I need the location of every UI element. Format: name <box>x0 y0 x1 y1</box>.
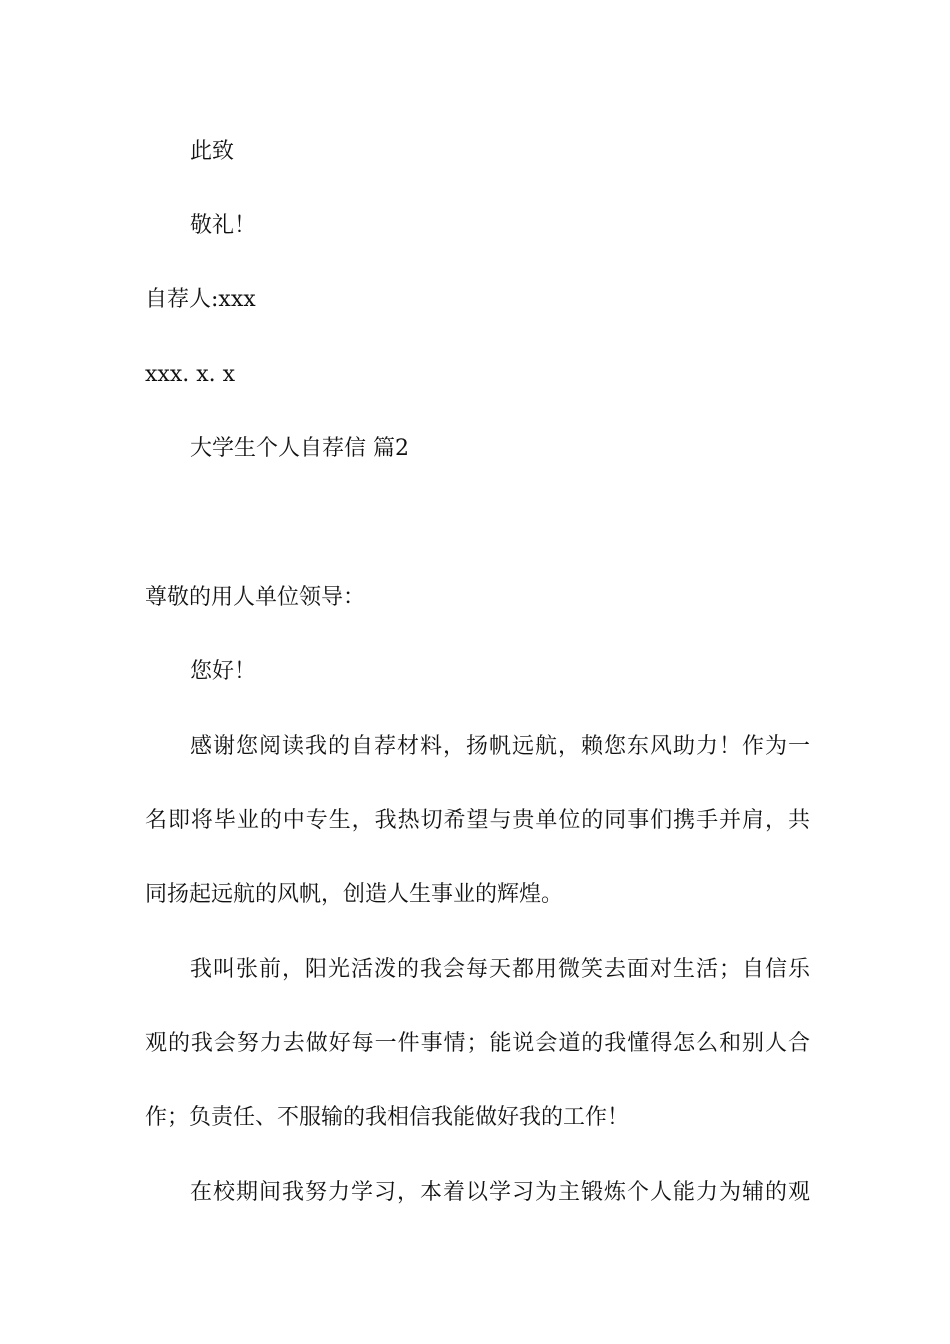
paragraph-2-line-1: 我叫张前，阳光活泼的我会每天都用微笑去面对生活；自信乐 <box>190 957 810 982</box>
closing-respect: 敬礼！ <box>190 213 257 238</box>
paragraph-2-line-2: 观的我会努力去做好每一件事情；能说会道的我懂得怎么和别人合 <box>145 1031 810 1056</box>
section-title: 大学生个人自荐信 篇2 <box>190 436 409 461</box>
paragraph-1-line-2: 名即将毕业的中专生，我热切希望与贵单位的同事们携手并肩，共 <box>145 808 810 833</box>
greeting-hello: 您好！ <box>190 659 257 684</box>
paragraph-2-line-3: 作；负责任、不服输的我相信我能做好我的工作！ <box>145 1105 630 1130</box>
closing-salutation: 此致 <box>190 139 235 164</box>
signer: 自荐人:xxx <box>145 287 256 312</box>
greeting-recipient: 尊敬的用人单位领导： <box>145 585 366 610</box>
paragraph-1-line-3: 同扬起远航的风帆，创造人生事业的辉煌。 <box>145 882 564 907</box>
letter-date: xxx. x. x <box>145 362 236 387</box>
paragraph-3-line-1: 在校期间我努力学习，本着以学习为主锻炼个人能力为辅的观 <box>190 1180 810 1205</box>
paragraph-1-line-1: 感谢您阅读我的自荐材料，扬帆远航，赖您东风助力！作为一 <box>190 734 810 759</box>
